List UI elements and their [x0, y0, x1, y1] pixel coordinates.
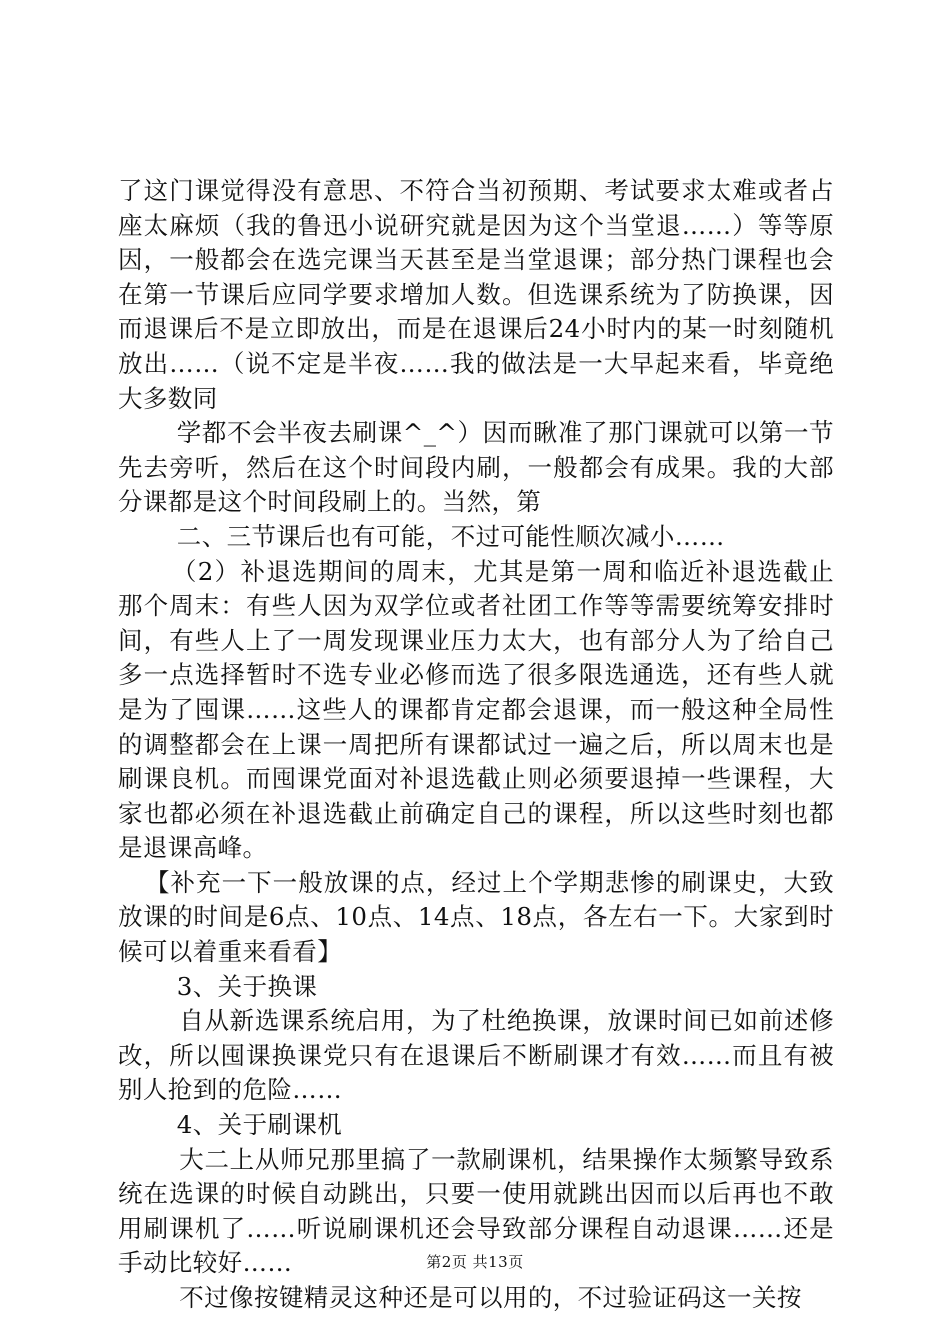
paragraph-withdraw-reasons: 了这门课觉得没有意思、不符合当初预期、考试要求太难或者占座太麻烦（我的鲁迅小说研究就是因为这个当堂退……）等等原因，一般都会在选完课当天甚至是当堂退课；部分热门课程也会在第一节课后应同学要求增加人数。但选课系统为了防换课，因而退课后不是立即放出，而是在退课后24小时内的某一时刻随机放出……（说不定是半夜……我的做法是一大早起来看，毕竟绝大多数同: [118, 176, 834, 413]
paragraph-release-times-note: 【补充一下一般放课的点，经过上个学期悲惨的刷课史，大致放课的时间是6点、10点、14点、18点，各左右一下。大家到时候可以着重来看看】: [118, 867, 834, 967]
paragraph-weekend-period: （2）补退选期间的周末，尤其是第一周和临近补退选截止那个周末：有些人因为双学位或者社团工作等等需要统筹安排时间，有些人上了一周发现课业压力太大，也有部分人为了给自己多一点选择暂时不选专业必修而选了很多限选通选，还有些人就是为了囤课……这些人的课都肯定都会退课，而一般这种全局性的调整都会在上课一周把所有课都试过一遍之后，所以周末也是刷课良机。而囤课党面对补退选截止则必须要退掉一些课程，大家也都必须在补退选截止前确定自己的课程，所以这些时刻也都是退课高峰。: [118, 556, 834, 863]
document-body: [118, 174, 834, 1316]
paragraph-audit-first-class: 学都不会半夜去刷课^_^）因而瞅准了那门课就可以第一节先去旁听，然后在这个时间段内刷，一般都会有成果。我的大部分课都是这个时间段刷上的。当然，第: [118, 418, 834, 517]
paragraph-course-swap: 自从新选课系统启用，为了杜绝换课，放课时间已如前述修改，所以囤课换课党只有在退课后不断刷课才有效……而且有被别人抢到的危险……: [118, 1006, 834, 1105]
heading-course-bot: 4、关于刷课机: [176, 1110, 343, 1140]
heading-course-swap: 3、关于换课: [176, 971, 318, 1001]
paragraph-key-macro: 不过像按键精灵这种还是可以用的，不过验证码这一关按: [179, 1283, 802, 1312]
paragraph-later-classes: 二、三节课后也有可能，不过可能性顺次减小……: [176, 521, 725, 551]
paragraph-course-bot: 大二上从师兄那里搞了一款刷课机，结果操作太频繁导致系统在选课的时候自动跳出，只要一使用就跳出因而以后再也不敢用刷课机了……听说刷课机还会导致部分课程自动退课……还是手动比较好……: [118, 1144, 834, 1278]
page-number-footer: 第2页 共13页: [426, 1253, 524, 1271]
